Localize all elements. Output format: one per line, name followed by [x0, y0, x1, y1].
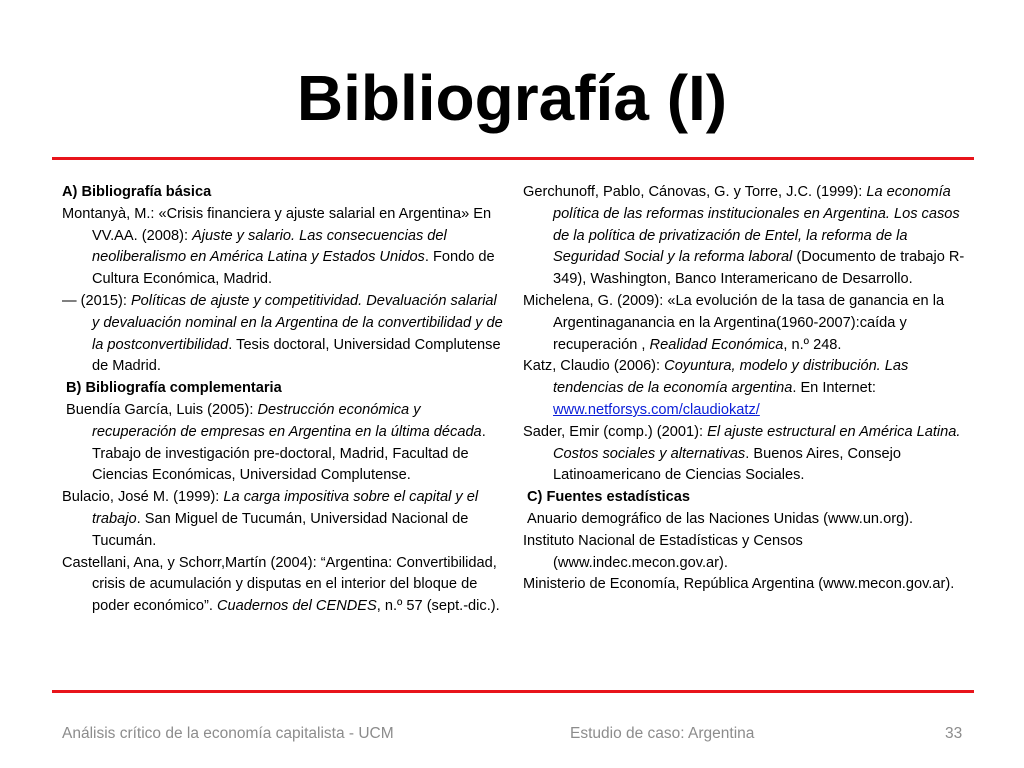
footer-divider: [52, 690, 974, 693]
bibliography-entry: [62, 291, 504, 378]
bibliography-entry: [62, 400, 504, 487]
page-number: 33: [945, 725, 963, 742]
entry-text: Buendía García, Luis (2005):: [66, 401, 258, 418]
work-title: Destrucción económica y recuperación de empresas en Argentina en la última década: [92, 401, 482, 440]
entry-text: Instituto Nacional de Estadísticas y Censos (www.indec.mecon.gov.ar).: [523, 532, 803, 571]
right-column: [523, 182, 969, 596]
footer-section-title: Estudio de caso: Argentina: [570, 725, 755, 742]
bibliography-entry: [523, 356, 969, 421]
work-title: La economía política de las reformas institucionales en Argentina. Los casos de la política de privatización de Entel, la reforma de la Seguridad Social y la reforma laboral: [553, 184, 960, 266]
entry-text: Sader, Emir (comp.) (2001):: [523, 423, 708, 440]
work-title: El ajuste estructural en América Latina. Costos sociales y alternativas: [553, 423, 961, 462]
bibliography-entry: [523, 422, 969, 487]
entry-text: Gerchunoff, Pablo, Cánovas, G. y Torre, J.C. (1999):: [523, 184, 867, 200]
entry-text: , n.º 248.: [783, 336, 842, 353]
section-heading-basic: A) Bibliografía básica: [62, 184, 212, 200]
entry-text: (Documento de trabajo R-349), Washington, Banco Interamericano de Desarrollo.: [553, 249, 965, 288]
work-title: Cuadernos del CENDES: [216, 598, 377, 615]
bibliography-entry: [62, 487, 504, 552]
entry-text: Michelena, G. (2009): «La evolución de la tasa de ganancia en la Argentinaganancia en la Argentina(1960-2007):caída y recuperación ,: [523, 292, 945, 353]
entry-text: . En Internet:: [792, 380, 876, 397]
bibliography-entry: [523, 182, 969, 291]
bibliography-entry: [523, 291, 969, 356]
source-entry: [523, 531, 969, 575]
slide-title: Bibliografía (I): [296, 62, 728, 134]
source-entry: [523, 574, 969, 596]
section-heading-complementary: B) Bibliografía complementaria: [66, 380, 282, 397]
work-title: Realidad Económica: [649, 336, 784, 353]
entry-text: . Tesis doctoral, Universidad Complutense de Madrid.: [92, 336, 501, 375]
entry-text: , n.º 57 (sept.-dic.).: [376, 598, 500, 615]
entry-text: . Buenos Aires, Consejo Latinoamericano de Ciencias Sociales.: [553, 445, 901, 484]
section-heading-statistical-sources: C) Fuentes estadísticas: [527, 489, 691, 506]
entry-text: Ministerio de Economía, República Argentina (www.mecon.gov.ar).: [523, 576, 955, 593]
work-title: La carga impositiva sobre el capital y el trabajo: [92, 489, 479, 527]
bibliography-entry: [62, 204, 504, 291]
entry-text: . Fondo de Cultura Económica, Madrid.: [92, 249, 495, 288]
entry-text: . San Miguel de Tucumán, Universidad Nacional de Tucumán.: [92, 510, 469, 549]
entry-text: . Trabajo de investigación pre-doctoral, Madrid, Facultad de Ciencias Económicas, Universidad Complutense.: [92, 423, 486, 484]
footer-course-title: Análisis crítico de la economía capitalista - UCM: [62, 725, 394, 742]
entry-text: Katz, Claudio (2006):: [523, 358, 665, 375]
entry-text: Bulacio, José M. (1999):: [62, 489, 224, 506]
entry-text: Anuario demográfico de las Naciones Unidas (www.un.org).: [527, 510, 914, 527]
source-entry: [523, 509, 969, 531]
work-title: Coyuntura, modelo y distribución. Las tendencias de la economía argentina: [553, 358, 909, 397]
entry-text: — (2015):: [62, 292, 131, 309]
work-title: Ajuste y salario. Las consecuencias del neoliberalismo en América Latina y Estados Unidos: [92, 227, 447, 266]
title-divider: [52, 157, 974, 160]
entry-text: Montanyà, M.: «Crisis financiera y ajuste salarial en Argentina» En VV.AA. (2008):: [62, 205, 492, 244]
entry-text: Castellani, Ana, y Schorr,Martín (2004): “Argentina: Convertibilidad, crisis de acumulación y disputas en el interior del bloque de poder económico”.: [62, 554, 497, 615]
left-column: [62, 182, 504, 618]
work-title: Políticas de ajuste y competitividad. Devaluación salarial y devaluación nominal en la Argentina de la convertibilidad y de la postconvertibilidad: [92, 292, 503, 353]
bibliography-entry: [62, 553, 504, 618]
url-link[interactable]: www.netforsys.com/claudiokatz/: [553, 401, 760, 418]
